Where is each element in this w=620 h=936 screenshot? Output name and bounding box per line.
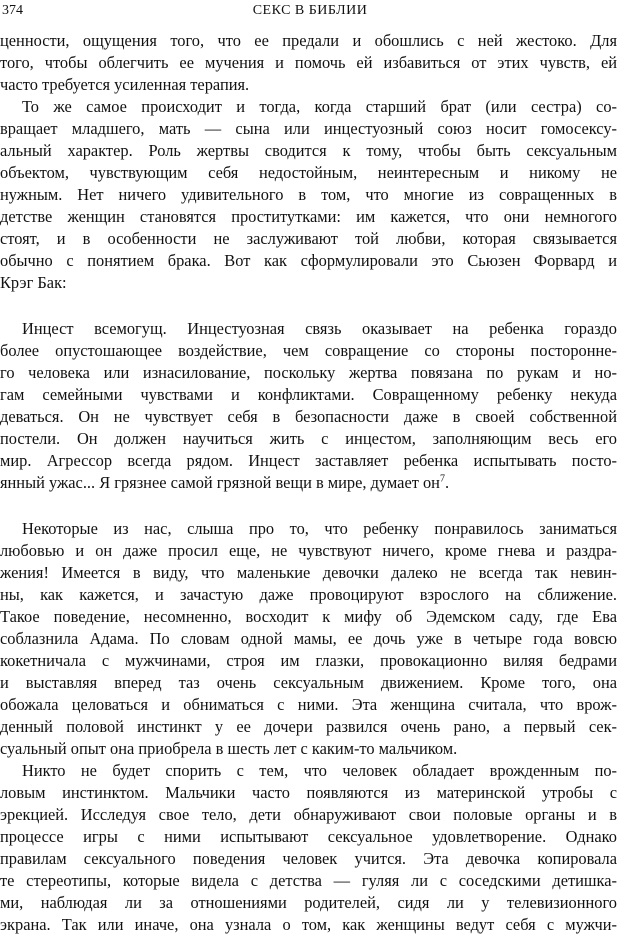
text-line: соблазнила Адама. По словам одной мамы, ее дочь уже в четыре года вовсю <box>0 629 617 648</box>
text-line: суальный опыт она приобрела в шесть лет с каким-то мальчиком. <box>0 739 458 758</box>
text-line: процессе игры с ними испытывают сексуальное удовлетворение. Однако <box>0 827 617 846</box>
quote-line: го человека или изнасилование, поскольку жертва повязана по рукам и но- <box>0 363 617 382</box>
text-line: Некоторые из нас, слыша про то, что ребенку понравилось заниматься <box>22 519 617 538</box>
text-line: денный половой инстинкт у ее дочери развился очень рано, а первый сек- <box>0 717 617 736</box>
text-line: ценности, ощущения того, что ее предали и обошлись с ней жестоко. Для <box>0 31 617 50</box>
text-line: экрана. Так или иначе, она узнала о том, как женщины ведут себя с мужчи- <box>0 915 617 934</box>
text-line: обожала целоваться и обниматься с ними. Эта женщина считала, что врож- <box>0 695 617 714</box>
text-line: правилам сексуального поведения человек учится. Эта девочка копировала <box>0 849 617 868</box>
quote-line: мир. Агрессор всегда рядом. Инцест заставляет ребенка испытывать посто- <box>0 451 617 470</box>
text-line: часто требуется усиленная терапия. <box>0 75 250 94</box>
text-line: стоят, и в особенности не заслуживают той любви, которая связывается <box>0 229 617 248</box>
text-line: обычно с понятием брака. Вот как сформулировали это Сьюзен Форвард и <box>0 251 617 270</box>
text-line: альный характер. Роль жертвы сводится к тому, чтобы быть сексуальным <box>0 141 617 160</box>
quote-line: более опустошающее воздействие, чем совращение со стороны постороннe- <box>0 341 617 360</box>
text-line: те стереотипы, которые видела с детства — гуляя ли с соседскими детишка- <box>0 871 617 890</box>
quote-line: янный ужас... Я грязнее самой грязной вещи в мире, думает $он^7$. <box>0 473 450 492</box>
running-title: СЕКС В БИБЛИИ <box>252 3 368 18</box>
text-line: того, чтобы облегчить ее мучения и помочь ей избавиться от этих чувств, ей <box>0 53 617 72</box>
page-number: 374 <box>2 3 23 18</box>
text-line: ловым инстинктом. Мальчики часто появляются из материнской утробы с <box>0 783 617 802</box>
text-line: нужным. Нет ничего удивительного в том, что многие из совращенных в <box>0 185 617 204</box>
quote-line: гам семейными чувствами и конфликтами. Совращенному ребенку некуда <box>0 385 617 404</box>
text-line: кокетничала с мужчинами, строя им глазки, провокационно виляя бедрами <box>0 651 617 670</box>
quote-last-text: янный ужас... Я грязнее самой грязной вещи в мире, думает он <box>0 473 440 492</box>
text-line: То же самое происходит и тогда, когда старший брат (или сестра) со- <box>22 97 617 116</box>
page-header <box>0 0 620 30</box>
text-line: Никто не будет спорить с тем, что человек обладает врожденным по- <box>22 761 617 780</box>
text-line: детстве женщин становятся проститутками: им кажется, что они немногого <box>0 207 617 226</box>
text-line: Такое поведение, несомненно, восходит к мифу об Эдемском саду, где Ева <box>0 607 617 626</box>
text-line: ны, как кажется, и зачастую даже провоцируют взрослого на сближение. <box>0 585 617 604</box>
text-line: эрекцией. Исследуя свое тело, дети обнаруживают свои половые органы и в <box>0 805 617 824</box>
quote-line: деваться. Он не чувствует себя в безопасности даже в своей собственной <box>0 407 617 426</box>
text-line: жения! Имеется в виду, что маленькие девочки далеко не всегда так невин- <box>0 563 617 582</box>
text-line: Крэг Бак: <box>0 273 67 292</box>
footnote-marker: 7 <box>439 473 445 485</box>
text-line: ми, наблюдая ли за отношениями родителей, сидя ли у телевизионного <box>0 893 617 912</box>
quote-line: постели. Он должен научиться жить с инцестом, заполняющим весь его <box>0 429 617 448</box>
quote-line: Инцест всемогущ. Инцестуозная связь оказывает на ребенка гораздо <box>22 319 617 338</box>
text-line: объектом, чувствующим себя недостойным, неинтересным и никому не <box>0 163 617 182</box>
text-line: любовью и он даже просил еще, не чувствуют ничего, кроме гнева и раздра- <box>0 541 617 560</box>
text-line: и выставляя вперед таз очень сексуальным движением. Кроме того, она <box>0 673 617 692</box>
text-line: вращает младшего, мать — сына или инцестуозный союз носит гомосексу- <box>0 119 617 138</box>
